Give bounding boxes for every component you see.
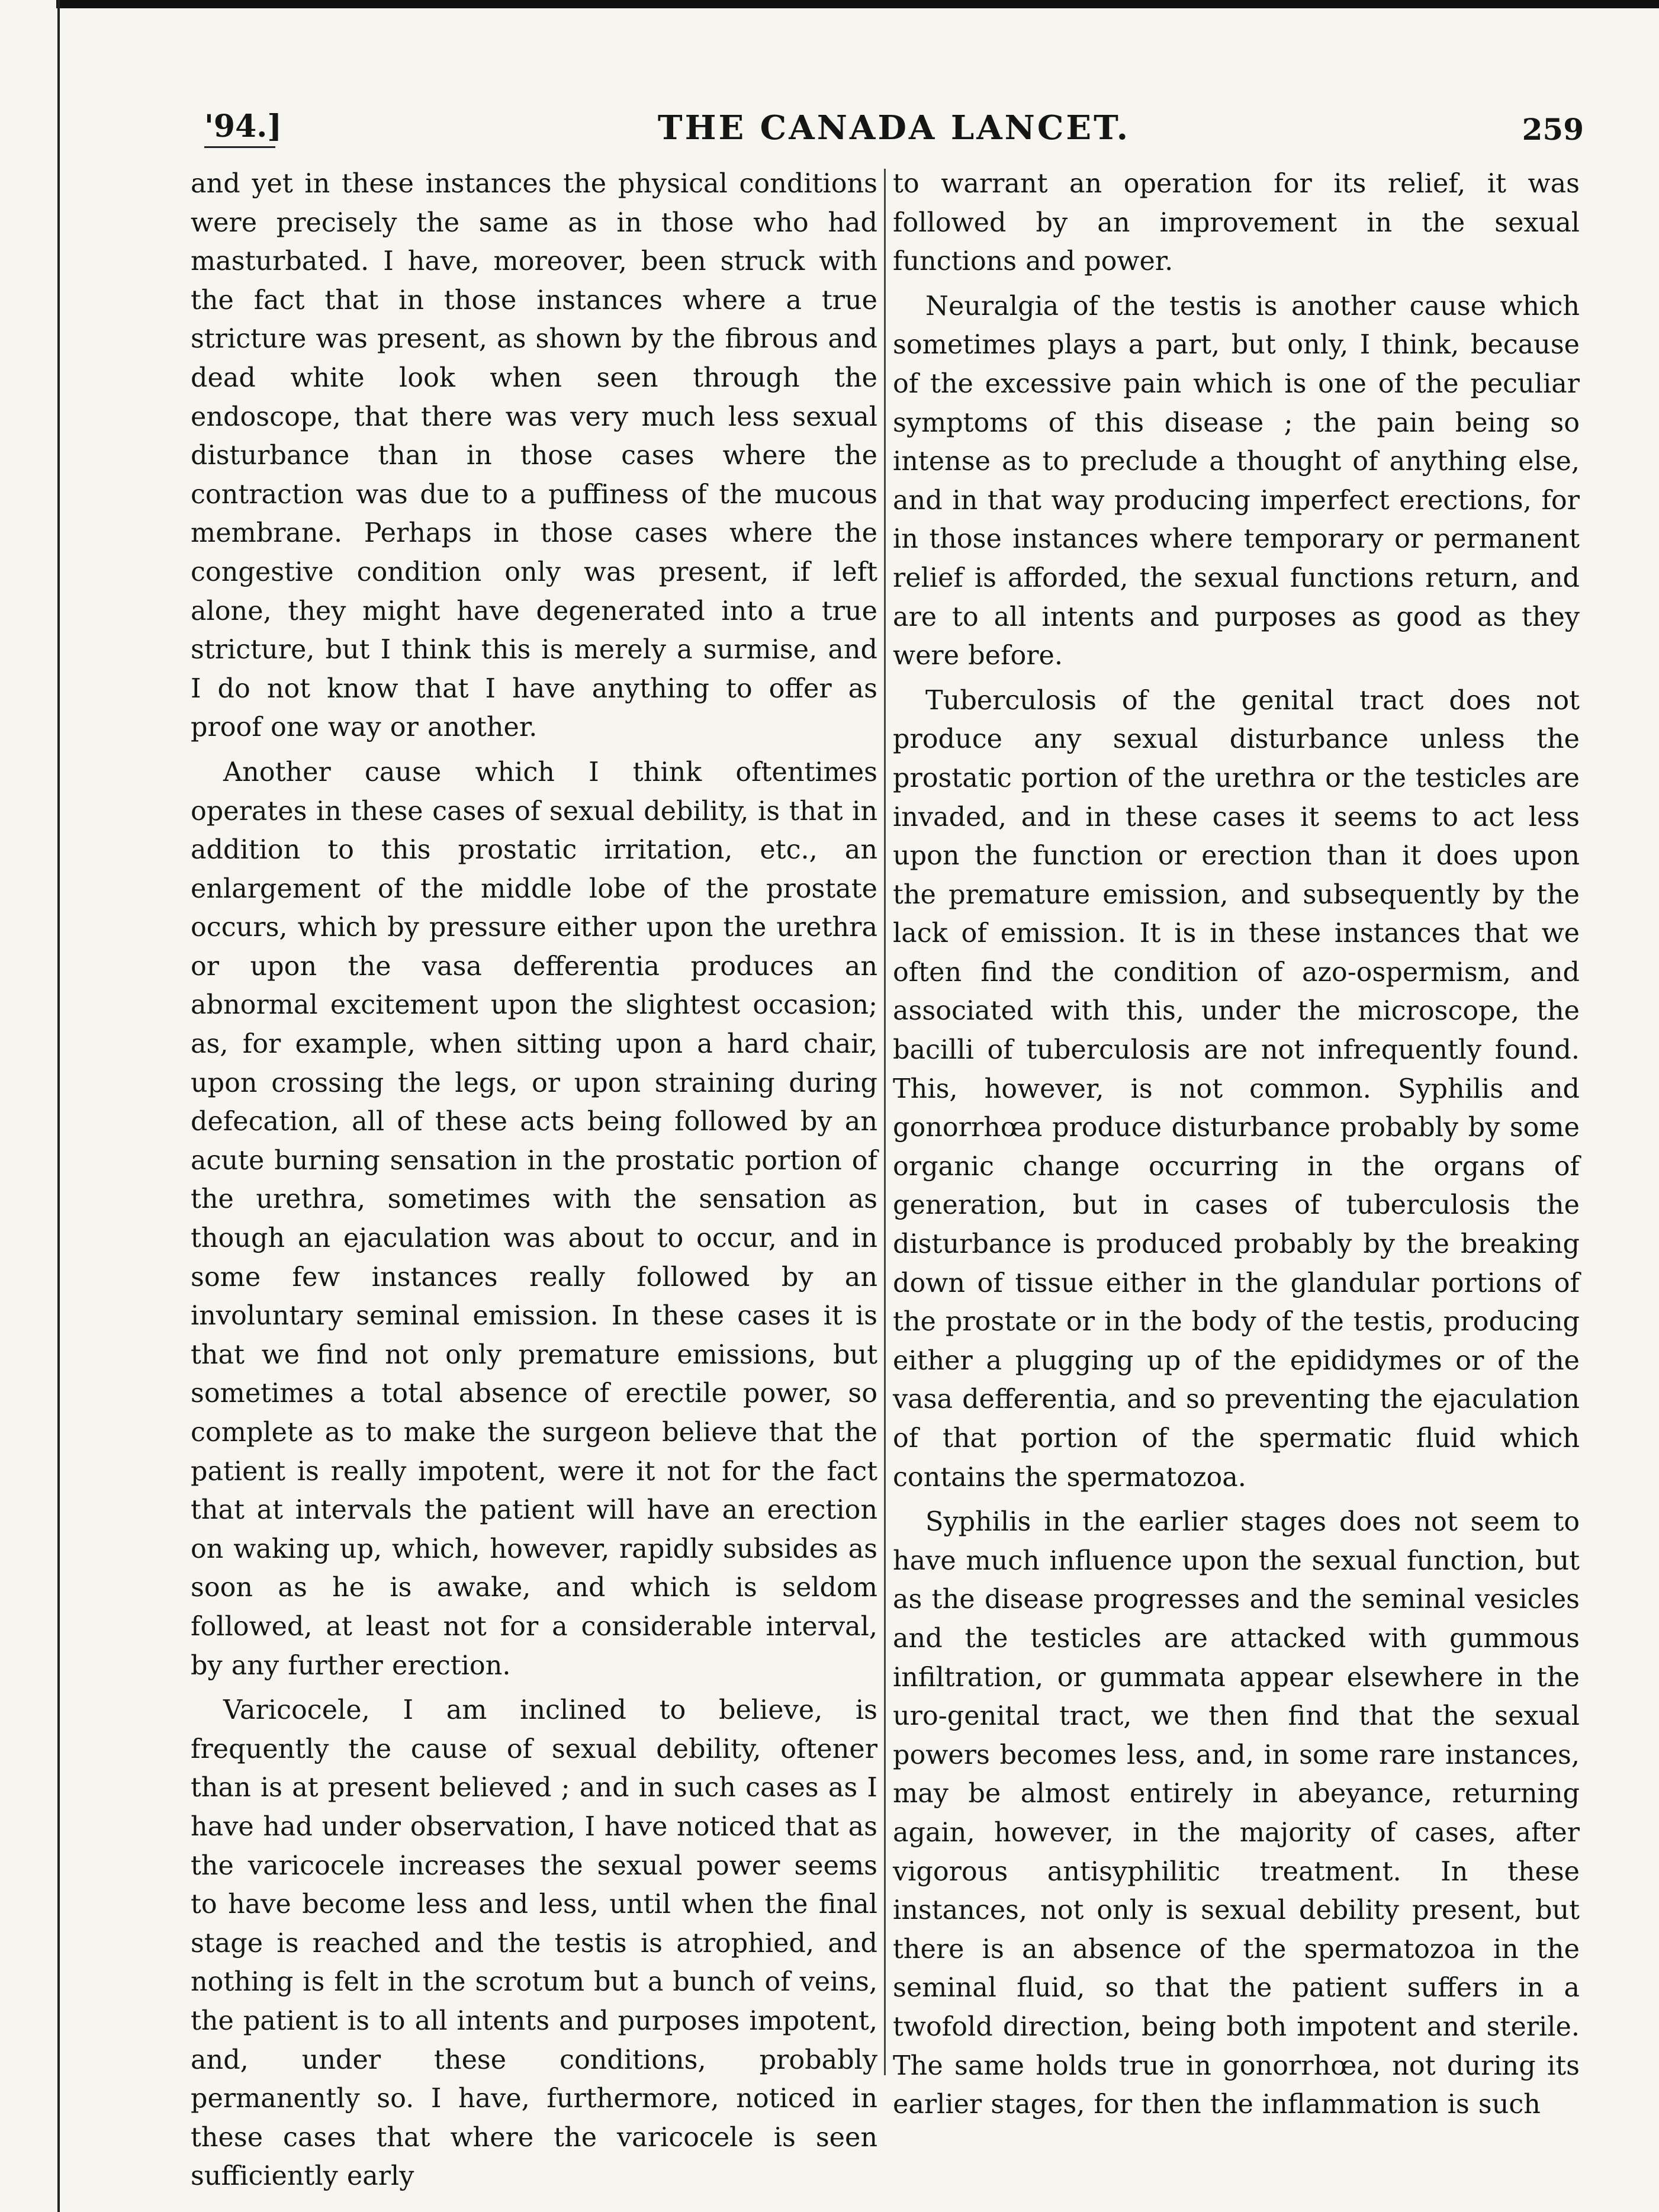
column-divider [884, 169, 886, 2075]
left-paragraph-1: and yet in these instances the physical conditions were precisely the same as in those who had masturbated. I have, moreover, been struck with the fact that in those instances where a true stricture was present, as shown by the fibrous and dead white look when seen through the endoscope, that there was very much less sexual disturbance than in those cases where the contraction was due to a puffiness of the mucous membrane. Perhaps in those cases where the congestive condition only was present, if left alone, they might have degenerated into a true stricture, but I think this is merely a surmise, and I do not know that I have anything to offer as proof one way or another. [191, 169, 877, 743]
left-column [191, 165, 877, 2202]
right-paragraph-2: Neuralgia of the testis is another cause which sometimes plays a part, but only, I think, because of the excessive pain which is one of the peculiar symptoms of this disease ; the pain being so intense as to preclude a thought of anything else, and in that way producing imperfect erections, for in those instances where temporary or permanent relief is afforded, the sexual functions return, and are to all intents and purposes as good as they were before. [893, 291, 1580, 671]
journal-title: THE CANADA LANCET. [657, 108, 1131, 147]
volume-year: '94.] [204, 108, 282, 144]
top-border-rule [56, 0, 1659, 8]
left-paragraph-3: Varicocele, I am inclined to believe, is frequently the cause of sexual debility, oftener than is at present believed ; and in such cases as I have had under observation, I have noticed that as the varicocele increases the sexual power seems to have become less and less, until when the final stage is reached and the testis is atrophied, and nothing is felt in the scrotum but a bunch of veins, the patient is to all intents and purposes impotent, and, under these conditions, probably permanently so. I have, furthermore, noticed in these cases that where the varicocele is seen sufficiently early [191, 1695, 877, 2192]
left-paragraph-2: Another cause which I think oftentimes operates in these cases of sexual debility, is that in addition to this prostatic irritation, etc., an enlargement of the middle lobe of the prostate occurs, which by pressure either upon the urethra or upon the vasa defferentia produces an abnormal excitement upon the slightest occasion; as, for example, when sitting upon a hard chair, upon crossing the legs, or upon straining during defecation, all of these acts being followed by an acute burning sensation in the prostatic portion of the urethra, sometimes with the sensation as though an ejaculation was about to occur, and in some few instances really followed by an involuntary seminal emission. In these cases it is that we find not only premature emissions, but sometimes a total absence of erectile power, so complete as to make the surgeon believe that the patient is really impotent, were it not for the fact that at intervals the patient will have an erection on waking up, which, however, rapidly subsides as soon as he is awake, and which is seldom followed, at least not for a considerable interval, by any further erection. [191, 757, 877, 1681]
header-underline [204, 146, 275, 148]
right-paragraph-4: Syphilis in the earlier stages does not seem to have much influence upon the sexual function, but as the disease progresses and the seminal vesicles and the testicles are attacked with gummous infiltration, or gummata appear elsewhere in the uro-genital tract, we then find that the sexual powers becomes less, and, in some rare instances, may be almost entirely in abeyance, returning again, however, in the majority of cases, after vigorous antisyphilitic treatment. In these instances, not only is sexual debility present, but there is an absence of the spermatozoa in the seminal fluid, so that the patient suffers in a twofold direction, being both impotent and sterile. The same holds true in gonorrhœa, not during its earlier stages, for then the inflammation is such [893, 1507, 1580, 2120]
page-number: 259 [1522, 112, 1584, 147]
right-paragraph-3: Tuberculosis of the genital tract does not produce any sexual disturbance unless the prostatic portion of the urethra or the testicles are invaded, and in these cases it seems to act less upon the function or erection than it does upon the premature emission, and subsequently by the lack of emission. It is in these instances that we often find the condition of azo-ospermism, and associated with this, under the microscope, the bacilli of tuberculosis are not infrequently found. This, however, is not common. Syphilis and gonorrhœa produce disturbance probably by some organic change occurring in the organs of generation, but in cases of tuberculosis the disturbance is produced probably by the breaking down of tissue either in the glandular portions of the prostate or in the body of the testis, producing either a plugging up of the epididymes or of the vasa defferentia, and so preventing the ejaculation of that portion of the spermatic fluid which contains the spermatozoa. [893, 685, 1580, 1493]
running-header [204, 108, 1584, 156]
page-left-edge [57, 0, 60, 2212]
right-paragraph-1: to warrant an operation for its relief, it was followed by an improvement in the sexual functions and power. [893, 169, 1580, 277]
right-column [893, 165, 1580, 2130]
